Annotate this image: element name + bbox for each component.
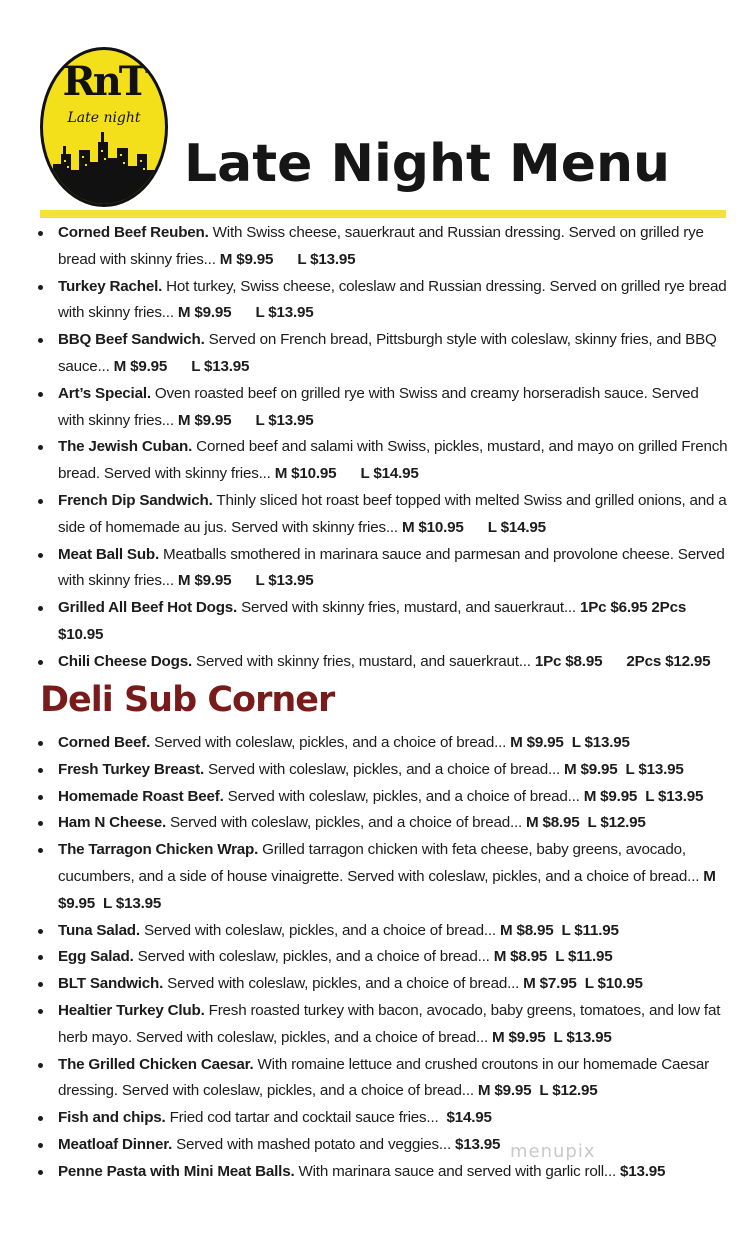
bullet-icon [38,848,43,853]
bullet-icon [38,929,43,934]
item-name: Fresh Turkey Breast. [58,760,204,778]
item-name: BBQ Beef Sandwich. [58,331,205,349]
menu-item [0,649,750,676]
menu-item [0,434,750,488]
item-price: M $9.95 L $13.95 [506,734,630,751]
item-name: Healtier Turkey Club. [58,1001,205,1019]
item-name: Art’s Special. [58,384,151,402]
item-description: Served with coleslaw, pickles, and a choice of bread... [139,921,496,939]
item-name: Fish and chips. [58,1109,166,1127]
bullet-icon [38,955,43,960]
bullet-icon [38,1143,43,1148]
item-price: 1Pc $6.95 2Pcs $10.95 [58,599,687,643]
menu-item [0,810,750,837]
item-price: M $10.95 L $14.95 [397,518,546,536]
item-description: Served on French bread, Pittsburgh style with coleslaw, skinny fries, and BBQ sauce... [58,331,717,375]
bullet-icon [38,338,43,343]
item-description: With romaine lettuce and crushed croutons in our homemade Caesar dressing. Served with coleslaw, pickles, and a choice of bread... [58,1055,710,1100]
bullet-icon [38,392,43,397]
section-title-deli: Deli Sub Corner [40,680,335,720]
item-name: Meatloaf Dinner. [58,1135,173,1153]
item-name: Corned Beef Reuben. [58,224,209,241]
bullet-icon [38,795,43,800]
logo-tagline: Late night [67,110,141,126]
item-name: Grilled All Beef Hot Dogs. [58,599,238,617]
item-name: Turkey Rachel. [58,277,163,295]
menu-item [0,274,750,328]
item-description: Served with skinny fries, mustard, and sauerkraut... [191,652,531,670]
menu-item [0,944,750,971]
item-price: M $8.95 L $12.95 [522,814,646,832]
item-name: Chili Cheese Dogs. [58,652,192,670]
menu-item [0,327,750,381]
item-price: M $9.95 L $13.95 [58,867,716,912]
item-description: Served with coleslaw, pickles, and a choice of bread... [163,975,520,993]
bullet-icon [38,768,43,773]
menu-item [0,542,750,596]
menu-item [0,757,750,784]
item-description: Thinly sliced hot roast beef topped with melted Swiss and grilled onions, and a side of homemade au jus. Served with skinny fries... [58,491,727,536]
menu-item [0,918,750,945]
item-description: Served with mashed potato and veggies... [172,1135,451,1153]
menu-item [0,1159,750,1186]
item-name: BLT Sandwich. [58,975,164,993]
item-description: With marinara sauce and served with garlic roll... [294,1162,616,1180]
item-name: French Dip Sandwich. [58,491,213,509]
item-name: The Grilled Chicken Caesar. [58,1055,254,1073]
menu-item [0,998,750,1052]
bullet-icon [38,741,43,746]
menu-item [0,837,750,917]
page-title: Late Night Menu [184,134,671,194]
menu-item [0,1052,750,1106]
item-price: M $9.95 L $13.95 [488,1028,612,1046]
menu-item [0,730,750,757]
menu-item [0,595,750,649]
item-name: Meat Ball Sub. [58,545,159,563]
menu-item [0,488,750,542]
item-name: Ham N Cheese. [58,814,166,832]
item-description: Corned beef and salami with Swiss, pickles, mustard, and mayo on grilled French bread. Served with skinny fries... [58,438,728,483]
item-description: Served with coleslaw, pickles, and a choice of bread... [150,734,507,751]
item-price: M $7.95 L $10.95 [519,975,643,993]
bullet-icon [38,821,43,826]
bullet-icon [38,1063,43,1068]
item-price: M $9.95 L $12.95 [473,1082,598,1100]
bullet-icon [38,553,43,558]
header-divider [40,210,726,218]
menu-item [0,220,750,274]
item-price: M $10.95 L $14.95 [270,465,419,483]
item-price: $13.95 [616,1162,666,1180]
item-description: Served with coleslaw, pickles, and a choice of bread... [133,948,490,966]
menu-item [0,971,750,998]
item-description: Meatballs smothered in marinara sauce and parmesan and provolone cheese. Served with skinny fries... [58,545,725,590]
menu-item [0,1105,750,1132]
bullet-icon [38,285,43,290]
item-description: Grilled tarragon chicken with feta cheese, baby greens, avocado, cucumbers, and a side of house vinaigrette. Served with coleslaw, pickles, and a choice of bread... [58,841,700,885]
item-description: Fried cod tartar and cocktail sauce fries... [165,1109,439,1127]
item-price: M $9.95 L $13.95 [560,760,684,778]
item-price: M $9.95 L $13.95 [109,357,250,375]
item-price: M $9.95 L $13.95 [173,411,314,429]
item-name: The Jewish Cuban. [58,438,193,456]
menu-item [0,1132,750,1159]
city-skyline-icon [43,124,165,204]
bullet-icon [38,231,43,236]
rnt-logo [40,47,168,207]
late-night-menu-list [0,220,750,676]
deli-menu-list [0,730,750,1186]
item-description: Served with coleslaw, pickles, and a choice of bread... [165,814,523,832]
item-name: Corned Beef. [58,734,151,751]
bullet-icon [38,1170,43,1175]
bullet-icon [38,1009,43,1014]
bullet-icon [38,660,43,665]
item-description: With Swiss cheese, sauerkraut and Russian dressing. Served on grilled rye bread with skinny fries... [58,224,704,268]
item-name: Homemade Roast Beef. [58,787,224,805]
item-description: Fresh roasted turkey with bacon, avocado, baby greens, tomatoes, and low fat herb mayo. Served with coleslaw, pickles, and a choice of bread... [58,1001,721,1046]
menu-item [0,381,750,435]
menu-header [0,0,750,220]
menu-item [0,784,750,811]
item-price: M $9.95 L $13.95 [173,304,314,322]
logo-wordmark: RnT [62,58,146,105]
bullet-icon [38,982,43,987]
item-price: M $9.95 L $13.95 [173,572,314,590]
item-description: Served with skinny fries, mustard, and sauerkraut... [237,599,576,617]
bullet-icon [38,445,43,450]
item-price: M $8.95 L $11.95 [489,948,613,966]
item-price: M $9.95 L $13.95 [579,787,704,805]
item-description: Served with coleslaw, pickles, and a choice of bread... [203,760,560,778]
item-price: $13.95 [450,1135,501,1153]
item-name: Egg Salad. [58,948,134,966]
item-price: $14.95 [438,1109,492,1127]
bullet-icon [38,1116,43,1121]
item-description: Hot turkey, Swiss cheese, coleslaw and Russian dressing. Served on grilled rye bread with skinny fries... [58,277,727,322]
item-price: M $8.95 L $11.95 [495,921,619,939]
bullet-icon [38,606,43,611]
item-description: Served with coleslaw, pickles, and a choice of bread... [223,787,580,805]
item-description: Oven roasted beef on grilled rye with Swiss and creamy horseradish sauce. Served with skinny fries... [58,384,699,429]
item-price: M $9.95 L $13.95 [215,250,356,268]
item-name: Penne Pasta with Mini Meat Balls. [58,1162,295,1180]
item-name: Tuna Salad. [58,921,140,939]
bullet-icon [38,499,43,504]
watermark-text: menupix [510,1141,596,1162]
item-name: The Tarragon Chicken Wrap. [58,841,259,859]
item-price: 1Pc $8.95 2Pcs $12.95 [530,652,711,670]
